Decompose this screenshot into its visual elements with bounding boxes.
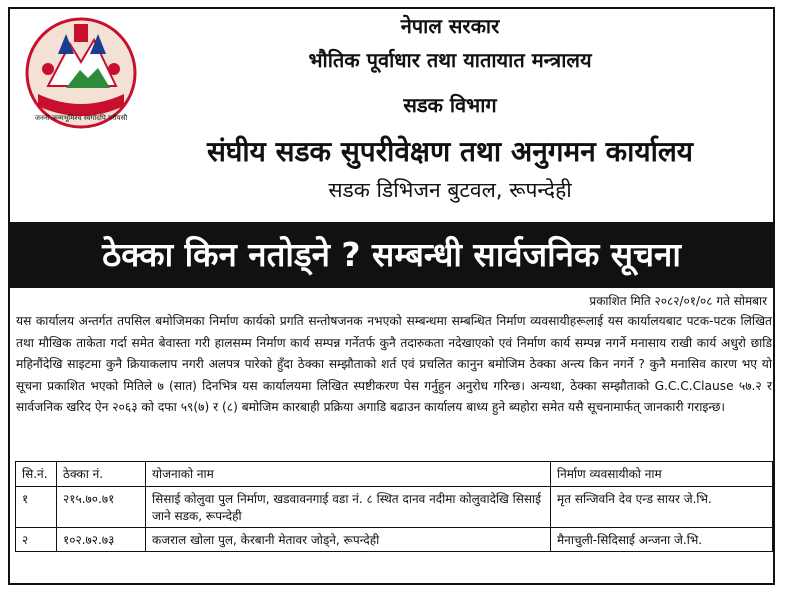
header-serial: सि.नं. (16, 462, 57, 487)
cell-contractor-name: मैनाचुली-सिदिसाई अन्जना जे.भि. (551, 528, 773, 552)
ministry-name: भौतिक पूर्वाधार तथा यातायात मन्त्रालय (308, 48, 592, 72)
cell-serial: १ (16, 487, 57, 528)
nepal-emblem-icon (18, 14, 144, 132)
government-name: नेपाल सरकार (400, 14, 500, 38)
cell-project-name: सिसाई कोलुवा पुल निर्माण, खडवावनगाई वडा नं. ८ स्थित दानव नदीमा कोलुवादेखि सिसाई जाने सडक, रूपन्देही (146, 487, 551, 528)
cell-serial: २ (16, 528, 57, 552)
published-date: प्रकाशित मिति २०८२/०१/०८ गते सोमबार (589, 294, 767, 308)
table-row (16, 528, 773, 552)
header-contractor-name: निर्माण व्यवसायीको नाम (551, 462, 773, 487)
header-contract-no: ठेक्का नं. (57, 462, 146, 487)
cell-project-name: कजराल खोला पुल, केरबानी मेतावर जोड्ने, रूपन्देही (146, 528, 551, 552)
cell-contractor-name: मृत सन्जिवनि देव एन्ड सायर जे.भि. (551, 487, 773, 528)
notice-body: यस कार्यालय अन्तर्गत तपसिल बमोजिमका निर्माण कार्यको प्रगति सन्तोषजनक नभएको सम्बन्धमा सम्बन्धित निर्माण व्यवसायीहरूलाई यस कार्यालयबाट पटक-पटक लिखित तथा मौखिक ताकेता गर्दा समेत बेवास्ता गरी हालसम्म निर्माण कार्य सम्पन्न गर्नेतर्फ कुनै तदारुकता नदेखाएको एवं निर्माण कार्य सम्पन्न नगर्ने मनासाय राखी कार्य अधुरो छाडि महिनौंदेखि साइटमा कुनै क्रियाकलाप नगरी अलपत्र पारेको हुँदा ठेक्का सम्झौताको शर्त एवं प्रचलित कानुन बमोजिम ठेक्का अन्त्य किन नगर्ने ? कुनै मनासिव कारण भए यो सूचना प्रकाशित भएको मितिले ७ (सात) दिनभित्र यस कार्यालयमा लिखित स्पष्टीकरण पेस गर्नुहुन अनुरोध गरिन्छ। अन्यथा, ठेक्का सम्झौताको G.C.C.Clause ५७.२ र सार्वजनिक खरिद ऐन २०६३ को दफा ५९(७) र (८) बमोजिम कारबाही प्रक्रिया अगाडि बढाउन कार्यालय बाध्य हुने ब्यहोरा समेत यसै सूचनामार्फत् जानकारी गराइन्छ। (16, 314, 772, 415)
notice-title-banner: ठेक्का किन नतोड्ने ? सम्बन्धी सार्वजनिक सूचना (10, 222, 773, 288)
header-project-name: योजनाको नाम (146, 462, 551, 487)
table-row (16, 487, 773, 528)
contract-table (15, 461, 773, 552)
cell-contract-no: २१५.७०.७१ (57, 487, 146, 528)
cell-contract-no: १०२.७२.७३ (57, 528, 146, 552)
svg-text:जननी जन्मभूमिश्च स्वर्गादपि गर: जननी जन्मभूमिश्च स्वर्गादपि गरीयसी (34, 114, 128, 122)
department-name: सडक विभाग (403, 93, 497, 117)
office-name: संघीय सडक सुपरीवेक्षण तथा अनुगमन कार्यालय (206, 135, 694, 168)
table-header-row (16, 462, 773, 487)
division-name: सडक डिभिजन बुटवल, रूपन्देही (328, 178, 572, 202)
